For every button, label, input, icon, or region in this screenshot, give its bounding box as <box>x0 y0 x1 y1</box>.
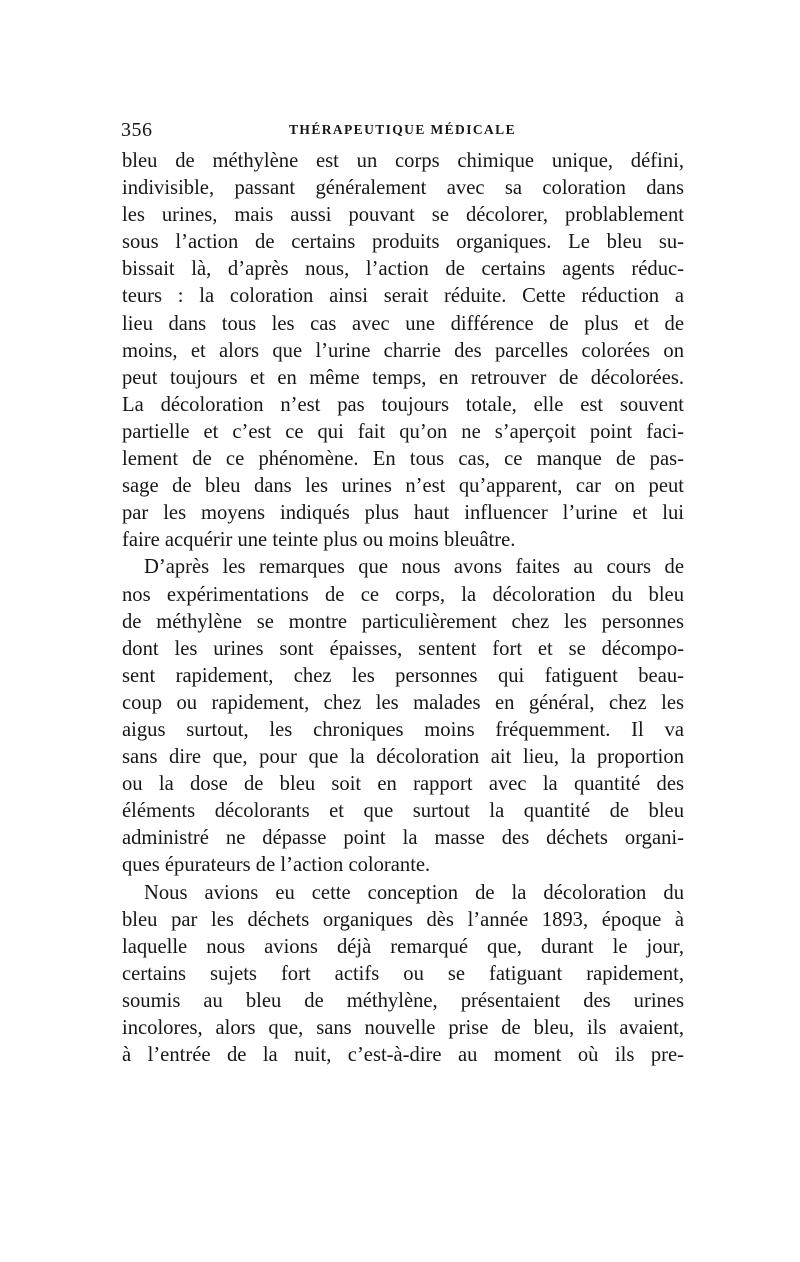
text-line: Nous avions eu cette conception de la décoloration du <box>144 881 684 904</box>
text-line: sous l’action de certains produits organiques. Le bleu su- <box>122 231 684 254</box>
page-number: 356 <box>121 119 153 141</box>
paragraph <box>122 880 684 1070</box>
text-line: bleu par les déchets organiques dès l’année 1893, époque à <box>122 908 684 931</box>
text-line: nos expérimentations de ce corps, la décoloration du bleu <box>122 583 684 606</box>
text-line: indivisible, passant généralement avec sa coloration dans <box>122 177 684 200</box>
text-line: dont les urines sont épaisses, sentent fort et se décompo- <box>122 637 684 660</box>
text-line: partielle et c’est ce qui fait qu’on ne s’aperçoit point faci- <box>122 420 684 443</box>
text-line: coup ou rapidement, chez les malades en général, chez les <box>122 691 684 714</box>
text-line: certains sujets fort actifs ou se fatiguant rapidement, <box>122 962 684 985</box>
text-line: faire acquérir une teinte plus ou moins bleuâtre. <box>122 529 516 552</box>
text-line: sans dire que, pour que la décoloration ait lieu, la proportion <box>122 746 684 769</box>
text-line: ou la dose de bleu soit en rapport avec la quantité des <box>122 773 684 796</box>
running-header <box>121 118 684 146</box>
text-line: de méthylène se montre particulièrement chez les personnes <box>122 610 684 633</box>
text-line: à l’entrée de la nuit, c’est-à-dire au moment où ils pre- <box>122 1044 684 1067</box>
text-line: ques épurateurs de l’action colorante. <box>122 854 431 877</box>
text-line: administré ne dépasse point la masse des déchets organi- <box>122 827 684 850</box>
text-line: lieu dans tous les cas avec une différence de plus et de <box>122 312 684 335</box>
body-text <box>122 148 684 1069</box>
paragraph <box>122 148 684 554</box>
text-line: sage de bleu dans les urines n’est qu’apparent, car on peut <box>122 475 684 498</box>
text-line: D’après les remarques que nous avons faites au cours de <box>144 556 684 579</box>
text-line: les urines, mais aussi pouvant se décolorer, problablement <box>122 204 684 227</box>
text-line: peut toujours et en même temps, en retrouver de décolorées. <box>122 366 684 389</box>
text-line: La décoloration n’est pas toujours totale, elle est souvent <box>122 393 684 416</box>
text-line: lement de ce phénomène. En tous cas, ce manque de pas- <box>122 448 684 471</box>
text-line: soumis au bleu de méthylène, présentaient des urines <box>122 989 684 1012</box>
text-line: incolores, alors que, sans nouvelle prise de bleu, ils avaient, <box>122 1017 684 1039</box>
text-line: bleu de méthylène est un corps chimique unique, défini, <box>122 150 684 172</box>
text-line: moins, et alors que l’urine charrie des parcelles colorées on <box>122 339 684 362</box>
text-line: éléments décolorants et que surtout la quantité de bleu <box>122 800 684 823</box>
text-line: bissait là, d’après nous, l’action de certains agents réduc- <box>122 258 684 281</box>
paragraph <box>122 554 684 879</box>
text-line: aigus surtout, les chroniques moins fréquemment. Il va <box>122 718 684 741</box>
text-line: sent rapidement, chez les personnes qui fatiguent beau- <box>122 664 684 687</box>
text-line: teurs : la coloration ainsi serait réduite. Cette réduction a <box>122 285 684 308</box>
text-line: par les moyens indiqués plus haut influencer l’urine et lui <box>122 502 684 525</box>
running-title: THÉRAPEUTIQUE MÉDICALE <box>289 122 516 137</box>
text-line: laquelle nous avions déjà remarqué que, durant le jour, <box>122 935 684 958</box>
